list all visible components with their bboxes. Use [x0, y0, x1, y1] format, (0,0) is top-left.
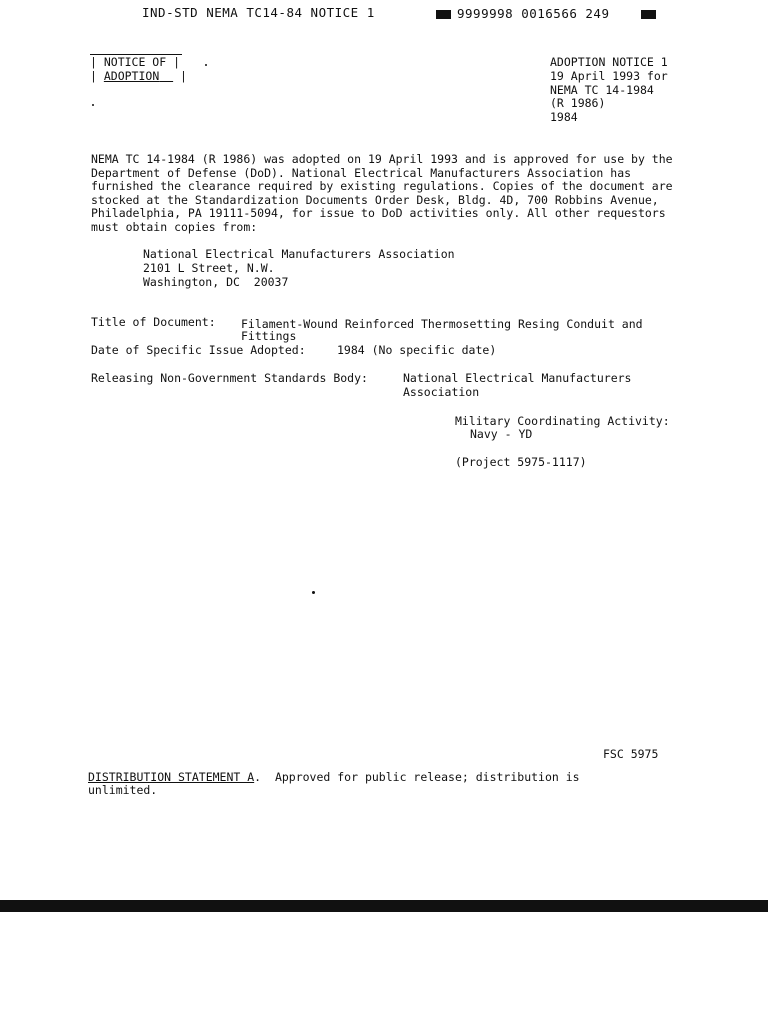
document-id: IND-STD NEMA TC14-84 NOTICE 1: [142, 5, 375, 20]
distribution-label: DISTRIBUTION STATEMENT A: [88, 770, 255, 784]
military-value: Navy - YD: [470, 427, 533, 441]
address-line2: 2101 L Street, N.W.: [143, 261, 275, 275]
releasing-label: Releasing Non-Government Standards Body:: [91, 371, 368, 385]
adoption-notice-title: ADOPTION NOTICE 1: [550, 55, 668, 69]
notice-box-line1: | NOTICE OF |: [90, 55, 181, 69]
adoption-notice-reaffirm: (R 1986): [550, 96, 606, 110]
project-number: (Project 5975-1117): [455, 455, 587, 469]
title-label: Title of Document:: [91, 315, 216, 329]
notice-box-bar-right: |: [173, 69, 187, 83]
document-code: 9999998 0016566 249: [457, 6, 610, 21]
notice-box-pad: [159, 69, 173, 83]
date-value: 1984 (No specific date): [337, 343, 497, 357]
redaction-block-left: [436, 10, 451, 19]
scan-edge-bar: [0, 900, 768, 912]
date-label: Date of Specific Issue Adopted:: [91, 343, 306, 357]
military-label: Military Coordinating Activity:: [455, 414, 670, 428]
speck-dot: [205, 64, 207, 66]
distribution-text-cont: unlimited.: [88, 783, 158, 797]
adoption-notice-standard: NEMA TC 14-1984: [550, 83, 654, 97]
address-line3: Washington, DC 20037: [143, 275, 289, 289]
address-line1: National Electrical Manufacturers Association: [143, 247, 455, 261]
adoption-notice-year: 1984: [550, 110, 578, 124]
redaction-block-right: [641, 10, 656, 19]
body-paragraph: [91, 153, 691, 235]
speck-dot: [312, 591, 315, 594]
notice-box-bar-left: |: [90, 69, 104, 83]
distribution-statement: [88, 771, 580, 785]
fsc-code: FSC 5975: [603, 747, 659, 761]
speck-dot: [92, 104, 94, 106]
title-line2: Fittings: [241, 329, 297, 343]
releasing-line1: National Electrical Manufacturers: [403, 371, 632, 385]
notice-box-line2: [90, 70, 187, 84]
notice-box-adoption-label: ADOPTION: [103, 69, 160, 83]
releasing-line2: Association: [403, 385, 480, 399]
distribution-text: . Approved for public release; distribution is: [254, 770, 580, 784]
adoption-notice-date: 19 April 1993 for: [550, 69, 668, 83]
title-line1: Filament-Wound Reinforced Thermosetting Resing Conduit and: [241, 317, 643, 331]
body-paragraph-text: NEMA TC 14-1984 (R 1986) was adopted on 19 April 1993 and is approved for use by the Department of Defense (DoD). National Electrical Manufacturers Association has furnished the clearance required by existing regulations. Copies of the document are stocked at the Standardization Documents Order Desk, Bldg. 4D, 700 Robbins Avenue, Philadelphia, PA 19111-5094, for issue to DoD activities only. All other requestors must obtain copies from:: [91, 152, 673, 234]
